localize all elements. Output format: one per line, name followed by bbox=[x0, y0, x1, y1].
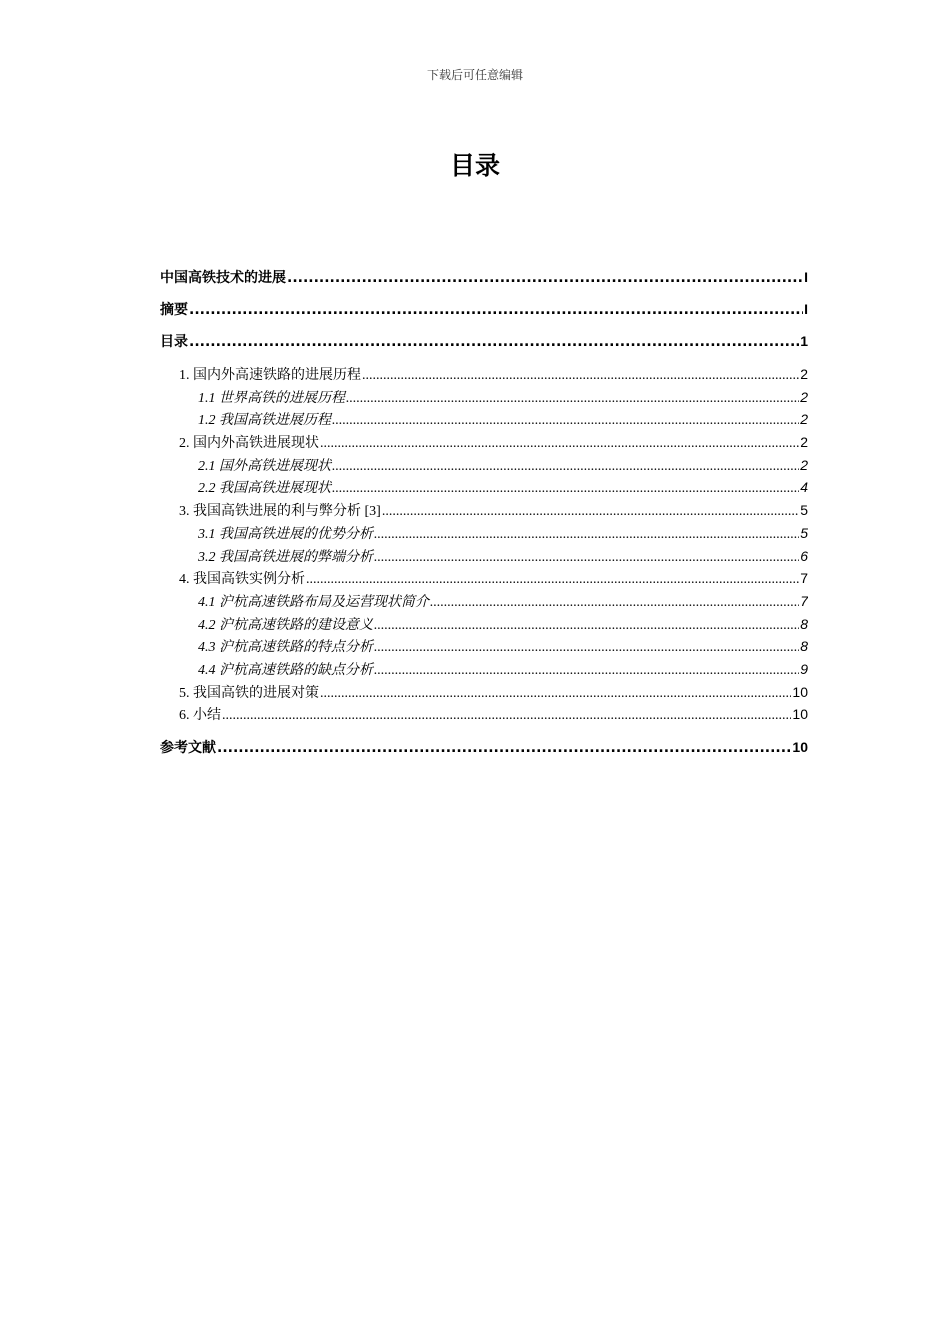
toc-entry-level-0[interactable] bbox=[160, 296, 808, 328]
toc-entry-title: 4.4 沪杭高速铁路的缺点分析 bbox=[198, 662, 373, 678]
toc-entry-title: 1.1 世界高铁的进展历程 bbox=[198, 390, 345, 406]
toc-dot-leader bbox=[374, 547, 799, 568]
toc-entry-page: 4 bbox=[800, 479, 808, 496]
toc-entry-page: 7 bbox=[800, 592, 808, 609]
toc-entry-page: 10 bbox=[792, 739, 808, 755]
toc-entry-level-2[interactable] bbox=[160, 613, 808, 636]
toc-entry-level-1[interactable] bbox=[160, 363, 808, 386]
toc-entry-title: 目录 bbox=[160, 334, 188, 350]
toc-entry-title: 2.2 我国高铁进展现状 bbox=[198, 481, 331, 497]
toc-entry-title: 4.3 沪杭高速铁路的特点分析 bbox=[198, 640, 373, 656]
toc-dot-leader bbox=[189, 297, 803, 323]
toc-dot-leader bbox=[320, 683, 791, 704]
table-of-contents bbox=[160, 264, 808, 766]
toc-entry-title: 4.2 沪杭高速铁路的建设意义 bbox=[198, 617, 373, 633]
toc-entry-title: 6. 小结 bbox=[179, 708, 221, 724]
toc-entry-level-2[interactable] bbox=[160, 386, 808, 409]
toc-entry-page: 6 bbox=[800, 547, 808, 564]
toc-entry-title: 2. 国内外高铁进展现状 bbox=[179, 436, 319, 452]
toc-dot-leader bbox=[217, 735, 791, 761]
toc-entry-title: 3.2 我国高铁进展的弊端分析 bbox=[198, 549, 373, 565]
toc-entry-level-2[interactable] bbox=[160, 658, 808, 681]
toc-dot-leader bbox=[306, 569, 799, 590]
toc-dot-leader bbox=[374, 615, 799, 636]
toc-entry-level-2[interactable] bbox=[160, 408, 808, 431]
toc-entry-title: 摘要 bbox=[160, 302, 188, 318]
toc-entry-page: 5 bbox=[800, 502, 808, 519]
page-header: 下载后可任意编辑 bbox=[426, 68, 523, 82]
toc-entry-level-1[interactable] bbox=[160, 499, 808, 522]
toc-entry-level-2[interactable] bbox=[160, 476, 808, 499]
toc-entry-page: 2 bbox=[800, 456, 808, 473]
toc-entry-title: 3. 我国高铁进展的利与弊分析 [3] bbox=[179, 504, 381, 520]
toc-entry-page: 7 bbox=[800, 570, 808, 587]
toc-dot-leader bbox=[346, 388, 799, 409]
toc-entry-page: 10 bbox=[792, 683, 808, 700]
toc-entry-level-2[interactable] bbox=[160, 590, 808, 613]
toc-entry-level-0[interactable] bbox=[160, 328, 808, 360]
toc-entry-page: 2 bbox=[800, 388, 808, 405]
toc-entry-page: 10 bbox=[792, 706, 808, 723]
toc-entry-title: 参考文献 bbox=[160, 740, 216, 756]
toc-entry-level-0[interactable] bbox=[160, 734, 808, 766]
toc-entry-title: 5. 我国高铁的进展对策 bbox=[179, 685, 319, 701]
toc-dot-leader bbox=[362, 365, 799, 386]
toc-entry-level-2[interactable] bbox=[160, 454, 808, 477]
toc-entry-level-2[interactable] bbox=[160, 545, 808, 568]
toc-entry-level-0[interactable] bbox=[160, 264, 808, 296]
toc-entry-level-1[interactable] bbox=[160, 703, 808, 726]
toc-entry-page: 8 bbox=[800, 615, 808, 632]
toc-dot-leader bbox=[382, 501, 799, 522]
toc-dot-leader bbox=[430, 592, 799, 613]
toc-entry-title: 2.1 国外高铁进展现状 bbox=[198, 458, 331, 474]
toc-entry-title: 4.1 沪杭高速铁路布局及运营现状简介 bbox=[198, 594, 429, 610]
toc-entry-level-1[interactable] bbox=[160, 681, 808, 704]
toc-entry-level-1[interactable] bbox=[160, 431, 808, 454]
toc-dot-leader bbox=[332, 456, 799, 477]
toc-entry-page: 2 bbox=[800, 366, 808, 382]
toc-entry-page: 5 bbox=[800, 524, 808, 541]
toc-entry-title: 中国高铁技术的进展 bbox=[160, 270, 286, 286]
toc-entry-level-2[interactable] bbox=[160, 635, 808, 658]
toc-dot-leader bbox=[222, 705, 791, 726]
document-title: 目录 bbox=[449, 151, 500, 180]
toc-entry-level-1[interactable] bbox=[160, 567, 808, 590]
toc-dot-leader bbox=[287, 265, 803, 291]
toc-entry-title: 4. 我国高铁实例分析 bbox=[179, 572, 305, 588]
toc-dot-leader bbox=[374, 637, 799, 658]
toc-entry-page: 8 bbox=[800, 638, 808, 655]
toc-entry-page: 2 bbox=[800, 411, 808, 428]
toc-entry-page: I bbox=[804, 269, 808, 285]
toc-dot-leader bbox=[332, 478, 799, 499]
toc-dot-leader bbox=[332, 410, 799, 431]
toc-entry-title: 1. 国内外高速铁路的进展历程 bbox=[179, 368, 361, 383]
toc-dot-leader bbox=[320, 433, 799, 454]
toc-entry-page: I bbox=[804, 301, 808, 317]
toc-entry-title: 1.2 我国高铁进展历程 bbox=[198, 413, 331, 429]
toc-entry-page: 2 bbox=[800, 434, 808, 451]
toc-entry-title: 3.1 我国高铁进展的优势分析 bbox=[198, 526, 373, 542]
toc-dot-leader bbox=[189, 329, 799, 355]
toc-entry-page: 9 bbox=[800, 660, 808, 677]
toc-dot-leader bbox=[374, 660, 799, 681]
toc-entry-page: 1 bbox=[800, 333, 808, 349]
toc-dot-leader bbox=[374, 524, 799, 545]
toc-entry-level-2[interactable] bbox=[160, 522, 808, 545]
